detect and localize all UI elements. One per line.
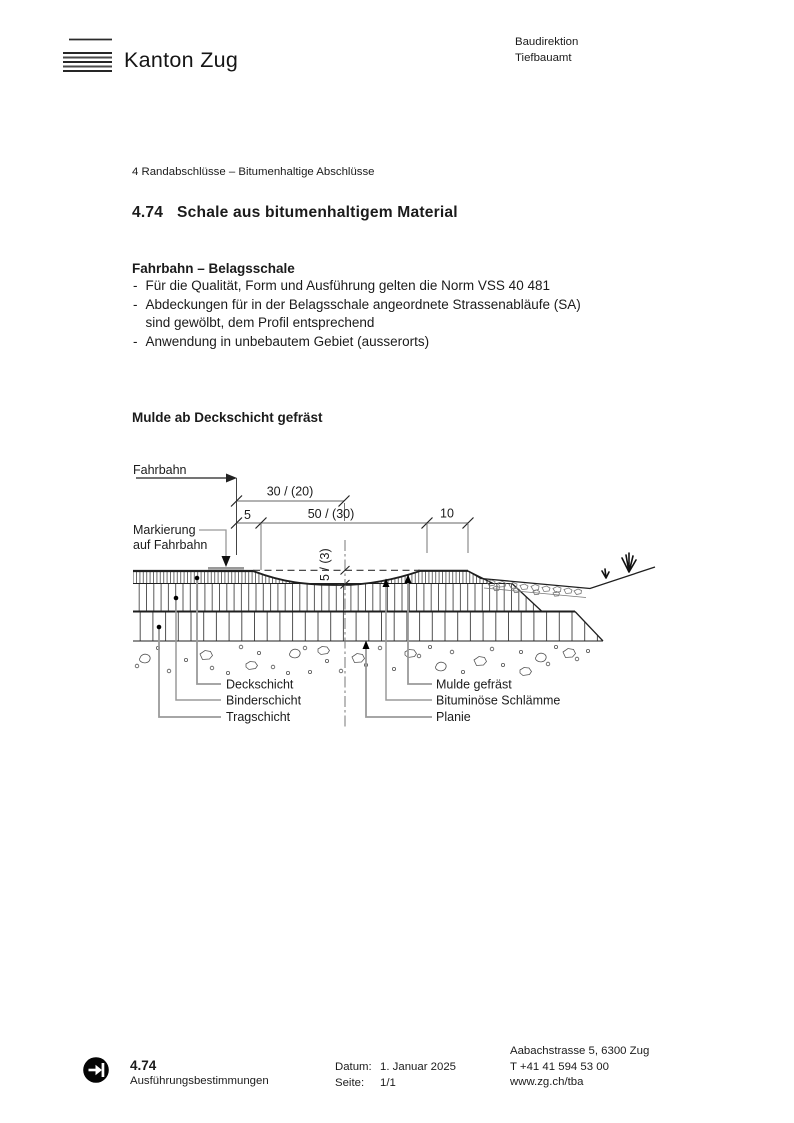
footer-website: www.zg.ch/tba: [510, 1076, 584, 1089]
footer-date-value: 1. Januar 2025: [380, 1061, 456, 1073]
dimension-50-30: [231, 507, 474, 571]
drawing-heading: Mulde ab Deckschicht gefräst: [132, 410, 323, 425]
kanton-zug-logo-icon: [62, 34, 118, 76]
bituminoese-schlaemme-label: Bituminöse Schlämme: [436, 693, 561, 708]
footer-phone: T +41 41 594 53 00: [510, 1060, 609, 1073]
org-office: Tiefbauamt: [515, 51, 572, 64]
dim-5-label: 5: [244, 508, 251, 522]
footer-contact-block: [510, 1044, 649, 1091]
section-heading: Fahrbahn – Belagsschale: [132, 261, 295, 276]
mulde-gefraest-label: Mulde gefräst: [436, 677, 512, 692]
footer-page-label: Seite:: [335, 1076, 365, 1089]
org-block: [515, 35, 578, 67]
footer-doc-number: 4.74: [130, 1058, 157, 1073]
subgrade-gravel: [135, 645, 589, 675]
list-item: [132, 333, 652, 352]
bullet-text: sind gewölbt, dem Profil entsprechend: [145, 315, 375, 331]
bullet-text: Anwendung in unbebautem Gebiet (ausserorts): [145, 334, 430, 350]
dim-50-30-label: 50 / (30): [307, 507, 355, 521]
bullet-list: [132, 277, 652, 352]
logo-wordmark: Kanton Zug: [124, 48, 239, 72]
page-title: [132, 204, 458, 222]
layer-tragschicht-hatch: [133, 612, 603, 642]
breadcrumb: 4 Randabschlüsse – Bitumenhaltige Abschlüsse: [132, 166, 375, 178]
footer-date-label: Datum:: [335, 1061, 372, 1073]
bullet-dash: -: [133, 278, 138, 293]
tragschicht-label: Tragschicht: [226, 710, 291, 724]
dim-5-3-label: 5 / (3): [318, 548, 332, 581]
footer-doc-type: Ausführungsbestimmungen: [130, 1075, 269, 1087]
markierung-label-line1: Markierung: [133, 523, 196, 537]
title-number: 4.74: [132, 204, 164, 221]
bullet-dash: -: [133, 296, 138, 312]
dim-30-20-label: 30 / (20): [266, 484, 314, 499]
fahrbahn-label: Fahrbahn: [133, 463, 187, 477]
layer-deckschicht-hatch: [133, 571, 493, 585]
title-text: Schale aus bitumenhaltigem Material: [177, 204, 458, 221]
binderschicht-label: Binderschicht: [226, 693, 302, 708]
org-directorate: Baudirektion: [515, 36, 579, 48]
dim-10-label: 10: [440, 506, 454, 521]
arrow-right-icon: [226, 474, 237, 483]
bullet-text: Abdeckungen für in der Belagsschale angeordnete Strassenabläufe (SA): [145, 296, 581, 312]
markierung-callout: [133, 523, 244, 568]
technical-drawing: [0, 440, 794, 740]
footer-address: Aabachstrasse 5, 6300 Zug: [510, 1045, 650, 1057]
planie-label: Planie: [436, 710, 471, 724]
arrow-up-icon: [363, 641, 370, 650]
deckschicht-label: Deckschicht: [226, 677, 294, 692]
arrow-down-icon: [222, 556, 231, 567]
bullet-dash: -: [133, 334, 138, 350]
footer-page-value: 1/1: [380, 1076, 396, 1089]
bullet-text: Für die Qualität, Form und Ausführung gelten die Norm VSS 40 481: [145, 278, 550, 293]
list-item-continuation: [132, 314, 652, 333]
enter-arrow-icon: [82, 1056, 110, 1084]
grass-tufts: [602, 553, 636, 578]
markierung-label-line2: auf Fahrbahn: [133, 538, 208, 552]
list-item: [132, 296, 652, 315]
list-item: [132, 277, 652, 296]
layer-binderschicht-hatch: [133, 584, 542, 612]
